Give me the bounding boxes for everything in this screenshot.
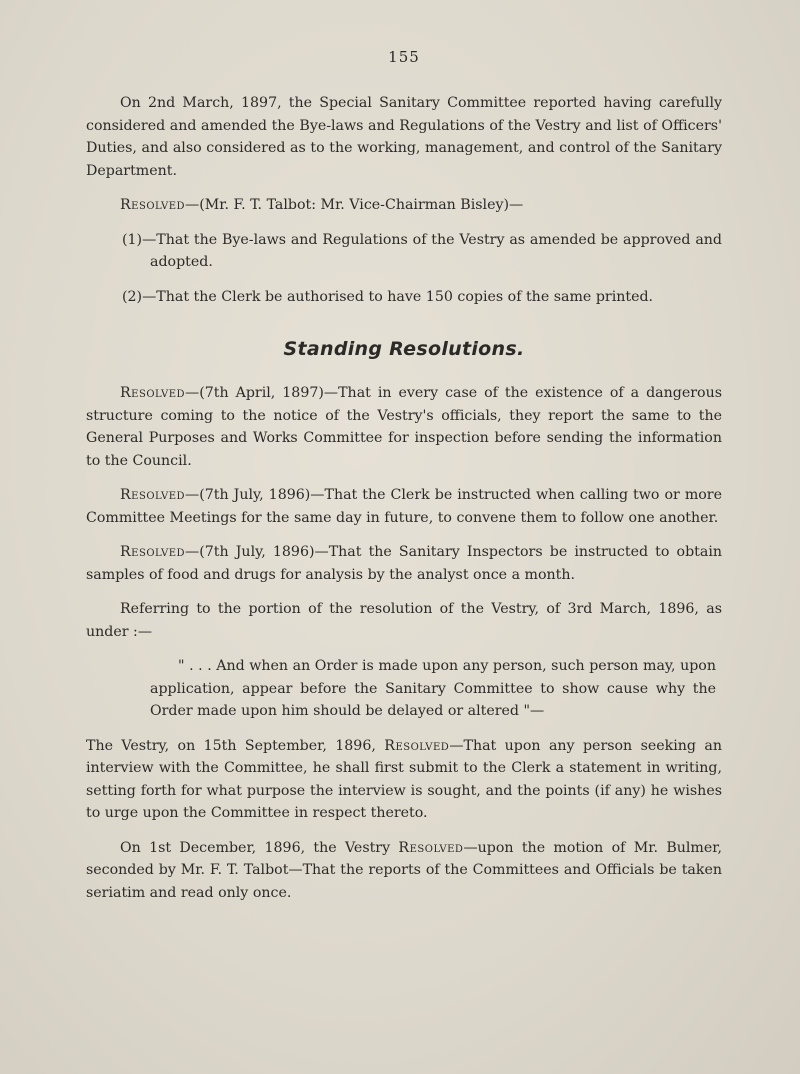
standing-resolution-2-text: —(7th July, 1896)—That the Clerk be instructed when calling two or more Committee Meetings for the same day in future, to convene them to follow one another.	[86, 487, 722, 526]
standing-resolution-1	[86, 382, 722, 472]
paragraph-march-1897: On 2nd March, 1897, the Special Sanitary Committee reported having carefully considered and amended the Bye-laws and Regulations of the Vestry and list of Officers' Duties, and also considered as to the working, management, and control of the Sanitary Department.	[86, 95, 722, 179]
resolution-item-1: (1)—That the Bye-laws and Regulations of the Vestry as amended be approved and adopted.	[122, 231, 722, 270]
resolved-movers: —(Mr. F. T. Talbot: Mr. Vice-Chairman Bisley)—	[185, 197, 524, 213]
standing-resolution-2	[86, 484, 722, 529]
standing-resolution-1-text: —(7th April, 1897)—That in every case of the existence of a dangerous structure coming to the notice of the Vestry's officials, they report the same to the General Purposes and Works Committee for inspection before sending the information to the Council.	[86, 385, 722, 469]
resolved-paragraph	[86, 194, 722, 217]
section-heading: Standing Resolutions.	[283, 338, 525, 360]
standing-resolution-3-label: Resolved	[120, 544, 186, 560]
standing-resolution-2-label: Resolved	[120, 487, 186, 503]
resolution-item-2: (2)—That the Clerk be authorised to have 150 copies of the same printed.	[122, 288, 654, 305]
referring-paragraph: Referring to the portion of the resolution of the Vestry, of 3rd March, 1896, as under :—	[86, 601, 722, 640]
vestry-resolution-text: —That upon any person seeking an interview with the Committee, he shall first submit to the Clerk a statement in writing, setting forth for what purpose the interview is sought, and the points (if any) he wishes to urge upon the Committee in respect thereto.	[86, 737, 722, 821]
december-resolution-prefix: On 1st December, 1896, the Vestry	[120, 839, 399, 856]
standing-resolution-3-text: —(7th July, 1896)—That the Sanitary Inspectors be instructed to obtain samples of food and drugs for analysis by the analyst once a month.	[86, 544, 722, 583]
december-resolution-text: —upon the motion of Mr. Bulmer, seconded by Mr. F. T. Talbot—That the reports of the Committees and Officials be taken seriatim and read only once.	[86, 839, 722, 901]
standing-resolution-1-label: Resolved	[120, 385, 186, 401]
december-resolution-paragraph	[86, 837, 722, 905]
vestry-resolution-prefix: The Vestry, on 15th September, 1896,	[86, 737, 385, 754]
december-resolution-label: Resolved	[398, 839, 464, 856]
resolved-label: Resolved	[120, 197, 186, 213]
vestry-resolution-paragraph	[86, 735, 722, 825]
vestry-resolution-label: Resolved	[384, 737, 450, 754]
page-number: 155	[388, 48, 420, 66]
quoted-order-text: " . . . And when an Order is made upon any person, such person may, upon application, appear before the Sanitary Committee to show cause why the Order made upon him should be delayed or altered "—	[150, 658, 716, 719]
standing-resolution-3	[86, 541, 722, 586]
